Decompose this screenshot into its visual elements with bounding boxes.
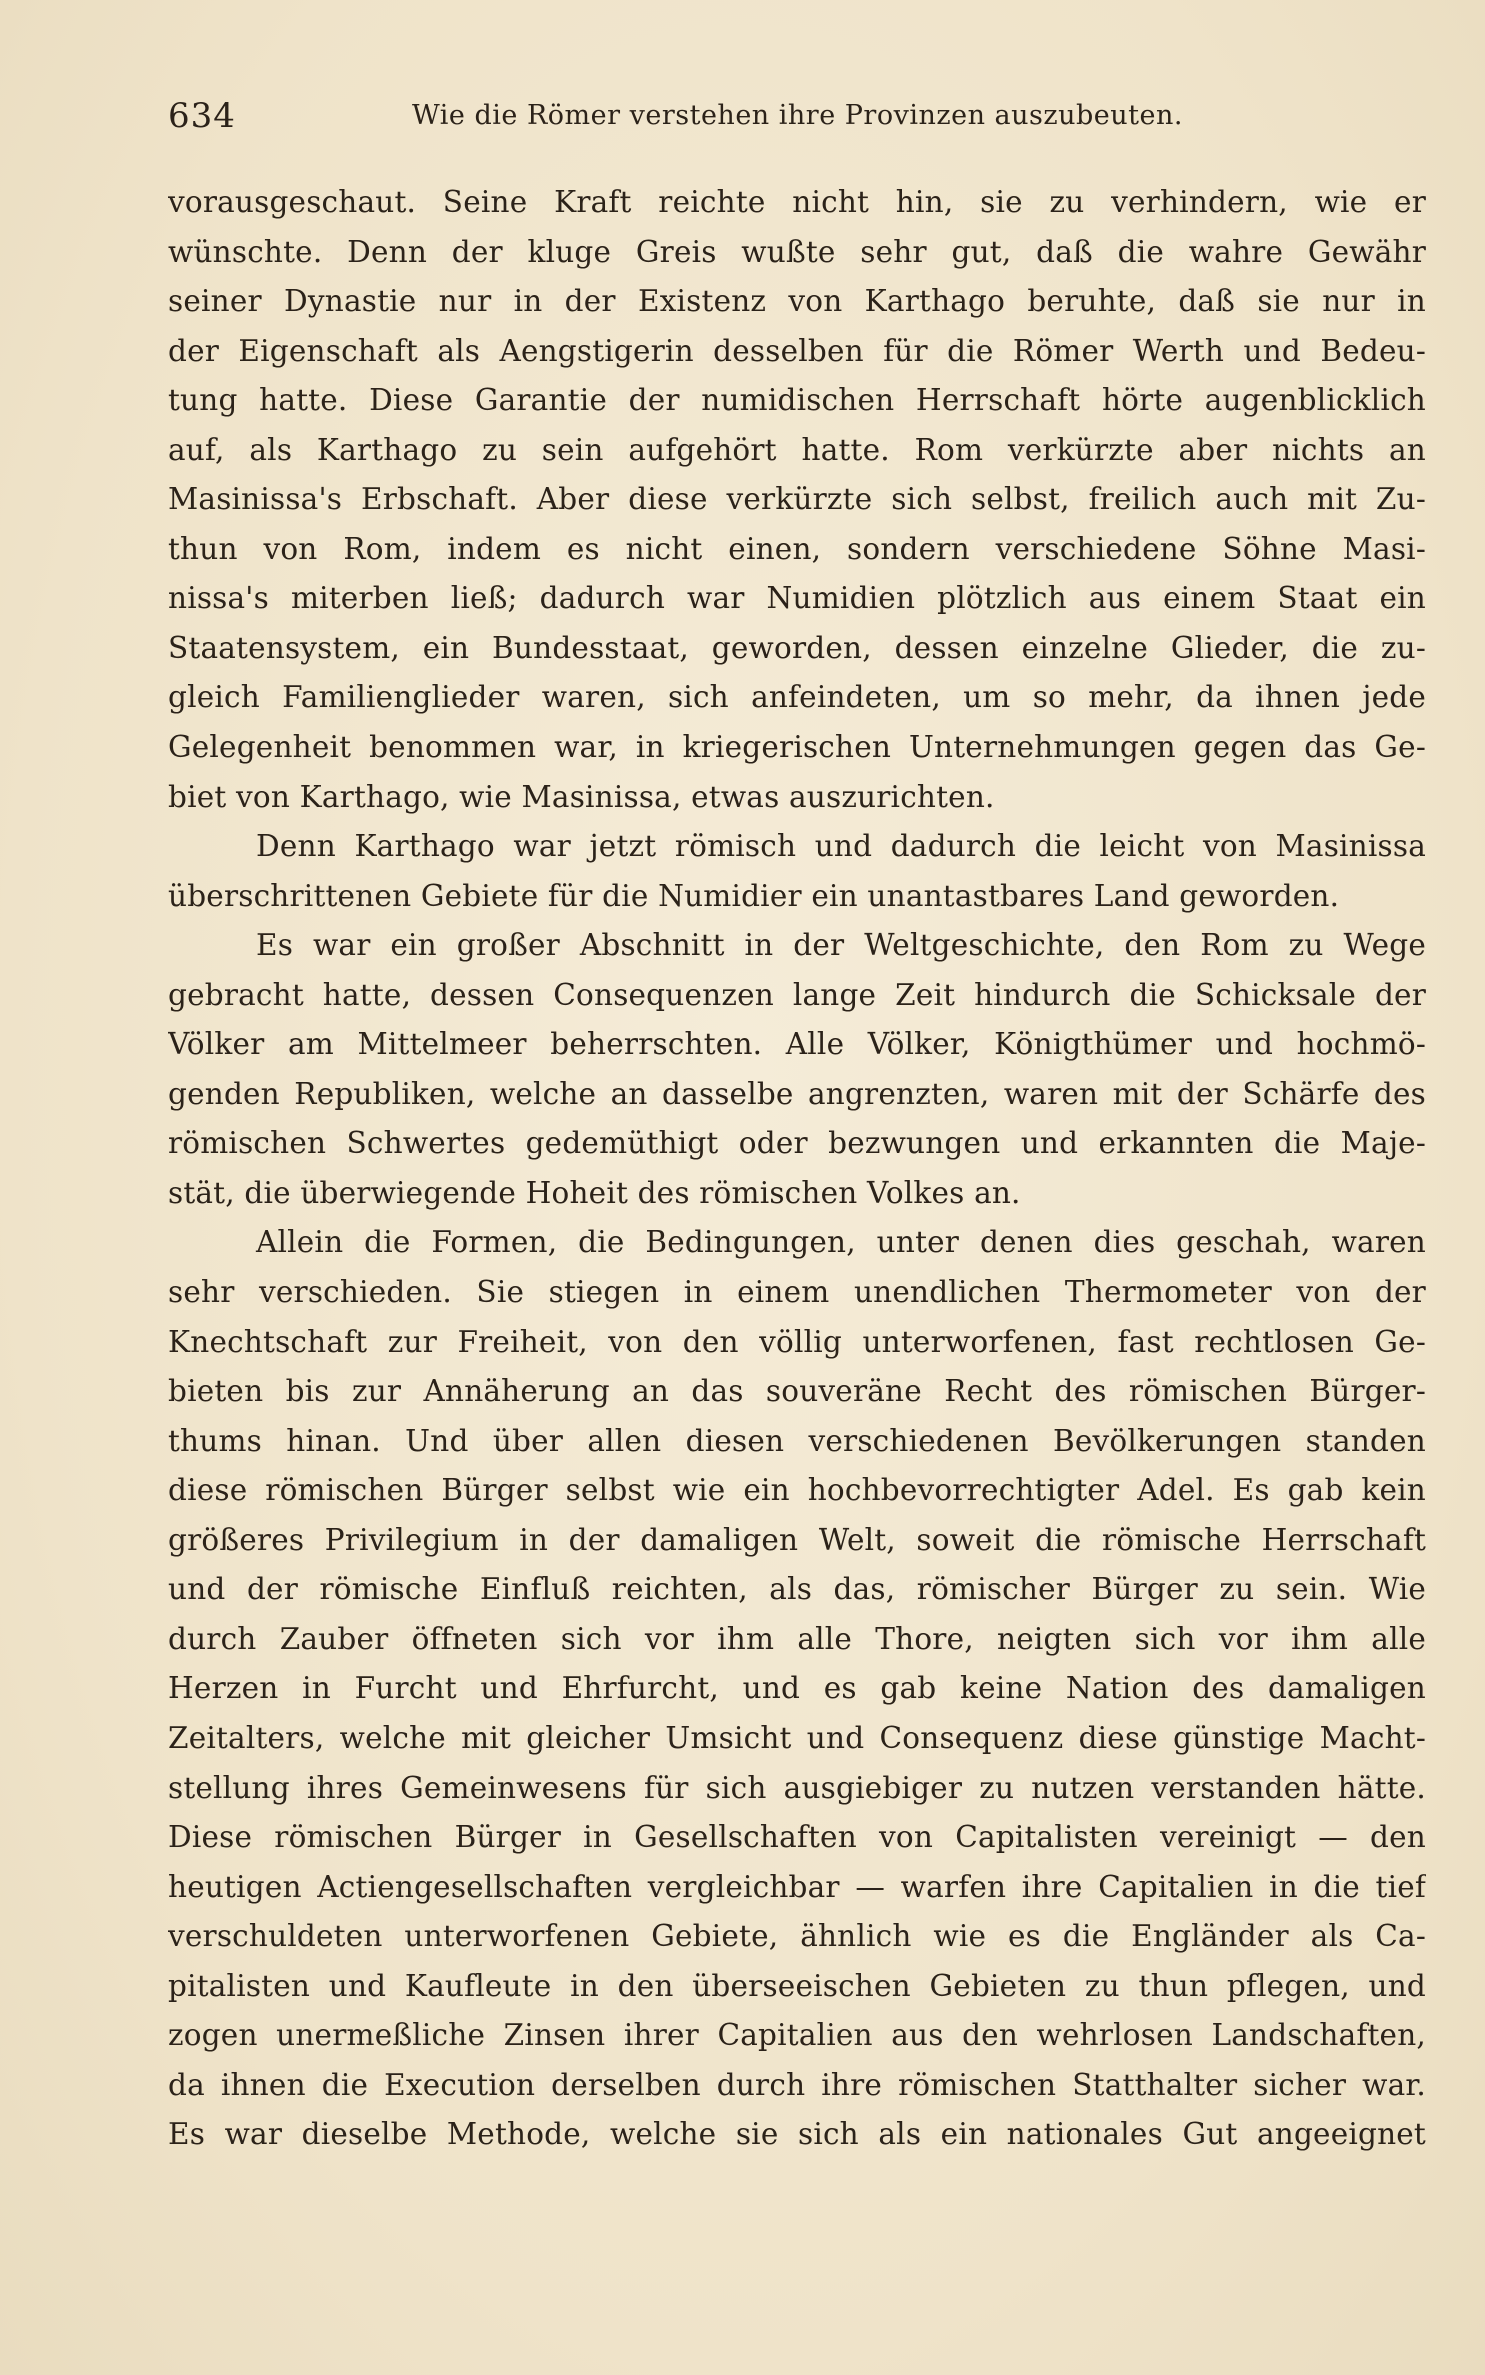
text-line: gleich Familienglieder waren, sich anfeindeten, um so mehr, da ihnen jede	[168, 680, 1426, 715]
text-line: Allein die Formen, die Bedingungen, unter denen dies geschah, waren	[256, 1225, 1426, 1260]
text-line: biet von Karthago, wie Masinissa, etwas auszurichten.	[168, 779, 995, 814]
text-line: Es war dieselbe Methode, welche sie sich als ein nationales Gut angeeignet	[168, 2117, 1426, 2152]
text-line: römischen Schwertes gedemüthigt oder bezwungen und erkannten die Maje-	[168, 1126, 1426, 1161]
text-line: genden Republiken, welche an dasselbe angrenzten, waren mit der Schärfe des	[168, 1076, 1426, 1111]
text-line: zogen unermeßliche Zinsen ihrer Capitalien aus den wehrlosen Landschaften,	[168, 2018, 1426, 2053]
text-line: nissa's miterben ließ; dadurch war Numidien plötzlich aus einem Staat ein	[168, 581, 1426, 616]
text-line: Gelegenheit benommen war, in kriegerischen Unternehmungen gegen das Ge-	[168, 730, 1426, 765]
text-line: überschrittenen Gebiete für die Numidier ein unantastbares Land geworden.	[168, 878, 1340, 913]
text-line: heutigen Actiengesellschaften vergleichbar — warfen ihre Capitalien in die tief	[168, 1869, 1426, 1904]
text-line: der Eigenschaft als Aengstigerin desselben für die Römer Werth und Bedeu-	[168, 333, 1426, 368]
text-line: Knechtschaft zur Freiheit, von den völlig unterworfenen, fast rechtlosen Ge-	[168, 1324, 1426, 1359]
text-line: vorausgeschaut. Seine Kraft reichte nicht hin, sie zu verhindern, wie er	[168, 185, 1426, 219]
text-line: wünschte. Denn der kluge Greis wußte sehr gut, daß die wahre Gewähr	[168, 234, 1426, 269]
text-line: stellung ihres Gemeinwesens für sich ausgiebiger zu nutzen verstanden hätte.	[168, 1770, 1426, 1805]
text-line: tung hatte. Diese Garantie der numidischen Herrschaft hörte augenblicklich	[168, 383, 1426, 418]
text-line: diese römischen Bürger selbst wie ein hochbevorrechtigter Adel. Es gab kein	[168, 1473, 1426, 1508]
text-line: Völker am Mittelmeer beherrschten. Alle Völker, Königthümer und hochmö-	[168, 1027, 1426, 1062]
text-line: Es war ein großer Abschnitt in der Weltgeschichte, den Rom zu Wege	[256, 928, 1426, 963]
text-line: Diese römischen Bürger in Gesellschaften von Capitalisten vereinigt — den	[168, 1820, 1426, 1855]
page-header	[168, 96, 1418, 146]
text-line: und der römische Einfluß reichten, als das, römischer Bürger zu sein. Wie	[168, 1572, 1426, 1607]
text-line: Herzen in Furcht und Ehrfurcht, und es gab keine Nation des damaligen	[168, 1671, 1426, 1706]
text-line: verschuldeten unterworfenen Gebiete, ähnlich wie es die Engländer als Ca-	[168, 1919, 1426, 1954]
text-line: gebracht hatte, dessen Consequenzen lange Zeit hindurch die Schicksale der	[168, 977, 1426, 1012]
page-number: 634	[168, 96, 236, 136]
text-line: pitalisten und Kaufleute in den überseeischen Gebieten zu thun pflegen, und	[168, 1968, 1426, 2003]
text-line: Zeitalters, welche mit gleicher Umsicht und Consequenz diese günstige Macht-	[168, 1720, 1426, 1755]
text-line: Staatensystem, ein Bundesstaat, geworden, dessen einzelne Glieder, die zu-	[168, 630, 1426, 665]
text-line: auf, als Karthago zu sein aufgehört hatte. Rom verkürzte aber nichts an	[168, 432, 1426, 467]
text-line: durch Zauber öffneten sich vor ihm alle Thore, neigten sich vor ihm alle	[168, 1621, 1426, 1656]
body-text	[168, 178, 1426, 2160]
text-line: thums hinan. Und über allen diesen verschiedenen Bevölkerungen standen	[168, 1423, 1426, 1458]
text-line: stät, die überwiegende Hoheit des römischen Volkes an.	[168, 1175, 1021, 1210]
text-line: thun von Rom, indem es nicht einen, sondern verschiedene Söhne Masi-	[168, 531, 1426, 566]
running-title: Wie die Römer verstehen ihre Provinzen auszubeuten.	[412, 100, 1183, 131]
text-line: da ihnen die Execution derselben durch ihre römischen Statthalter sicher war.	[168, 2067, 1426, 2102]
text-line: größeres Privilegium in der damaligen Welt, soweit die römische Herrschaft	[168, 1522, 1426, 1557]
text-line: Masinissa's Erbschaft. Aber diese verkürzte sich selbst, freilich auch mit Zu-	[168, 482, 1426, 517]
text-line: seiner Dynastie nur in der Existenz von Karthago beruhte, daß sie nur in	[168, 284, 1426, 319]
text-line: sehr verschieden. Sie stiegen in einem unendlichen Thermometer von der	[168, 1275, 1426, 1310]
text-line: bieten bis zur Annäherung an das souveräne Recht des römischen Bürger-	[168, 1374, 1426, 1409]
text-line: Denn Karthago war jetzt römisch und dadurch die leicht von Masinissa	[256, 829, 1426, 864]
